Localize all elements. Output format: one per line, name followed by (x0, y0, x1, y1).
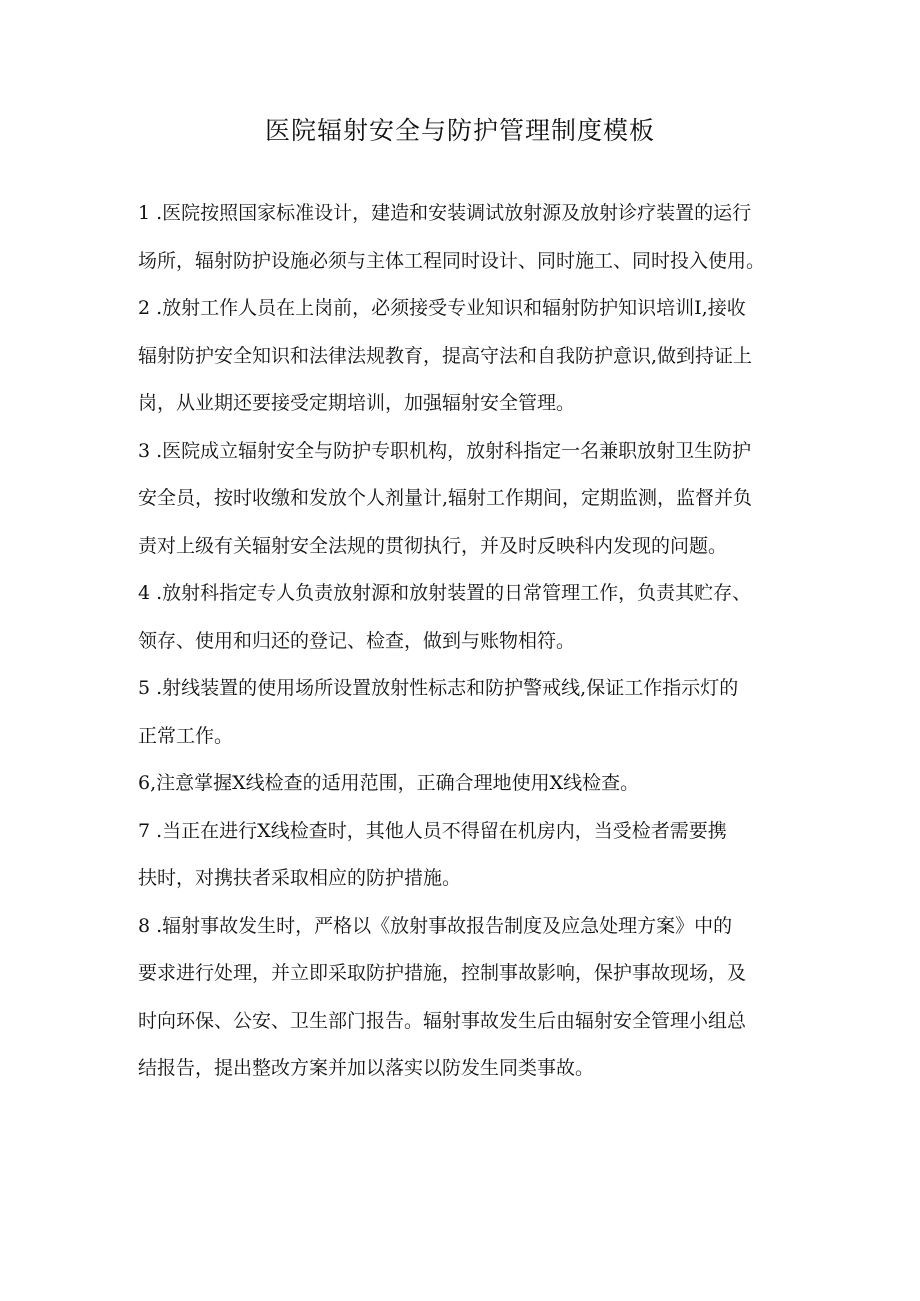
text-line: 领存、使用和归还的登记、检查，做到与账物相符。 (138, 629, 576, 652)
text-line: 5 .射线装置的使用场所设置放射性标志和防护警戒线,保证工作指示灯的 (138, 677, 739, 699)
text-line: 3 .医院成立辐射安全与防护专职机构，放射科指定一名兼职放射卫生防护 (138, 439, 752, 462)
text-line: 1 .医院按照国家标准设计，建造和安装调试放射源及放射诊疗装置的运行 (138, 202, 752, 224)
text-line: 4 .放射科指定专人负责放射源和放射装置的日常管理工作，负责其贮存、 (138, 582, 752, 604)
text-line: 岗，从业期还要接受定期培训，加强辐射安全管理。 (138, 392, 576, 414)
text-line: 责对上级有关辐射安全法规的贯彻执行，并及时反映科内发现的问题。 (138, 534, 728, 557)
text-line: 扶时，对携扶者采取相应的防护措施。 (138, 867, 462, 889)
text-line: 8 .辐射事故发生时，严格以《放射事故报告制度及应急处理方案》中的 (138, 914, 733, 937)
document-body (138, 190, 788, 1093)
text-line: 辐射防护安全知识和法律法规教育，提高守法和自我防护意识,做到持证上 (138, 344, 753, 367)
text-line: 要求进行处理，并立即采取防护措施，控制事故影响，保护事故现场，及 (138, 962, 747, 984)
text-line: 时向环保、公安、卫生部门报告。辐射事故发生后由辐射安全管理小组总 (138, 1009, 747, 1032)
text-line: 安全员，按时收缴和发放个人剂量计,辐射工作期间，定期监测，监督并负 (138, 487, 753, 509)
text-line: 场所，辐射防护设施必须与主体工程同时设计、同时施工、同时投入使用。 (138, 249, 766, 272)
text-line: 7 .当正在进行X线检查时，其他人员不得留在机房内，当受检者需要携 (138, 819, 727, 842)
text-line: 结报告，提出整改方案并加以落实以防发生同类事故。 (138, 1057, 595, 1079)
text-line: 6,注意掌握X线检查的适用范围，正确合理地使用X线检查。 (138, 772, 640, 794)
text-line: 2 .放射工作人员在上岗前，必须接受专业知识和辐射防护知识培训I,接收 (138, 297, 746, 319)
page-title: 医院辐射安全与防护管理制度模板 (264, 115, 655, 145)
text-line: 正常工作。 (138, 724, 234, 747)
